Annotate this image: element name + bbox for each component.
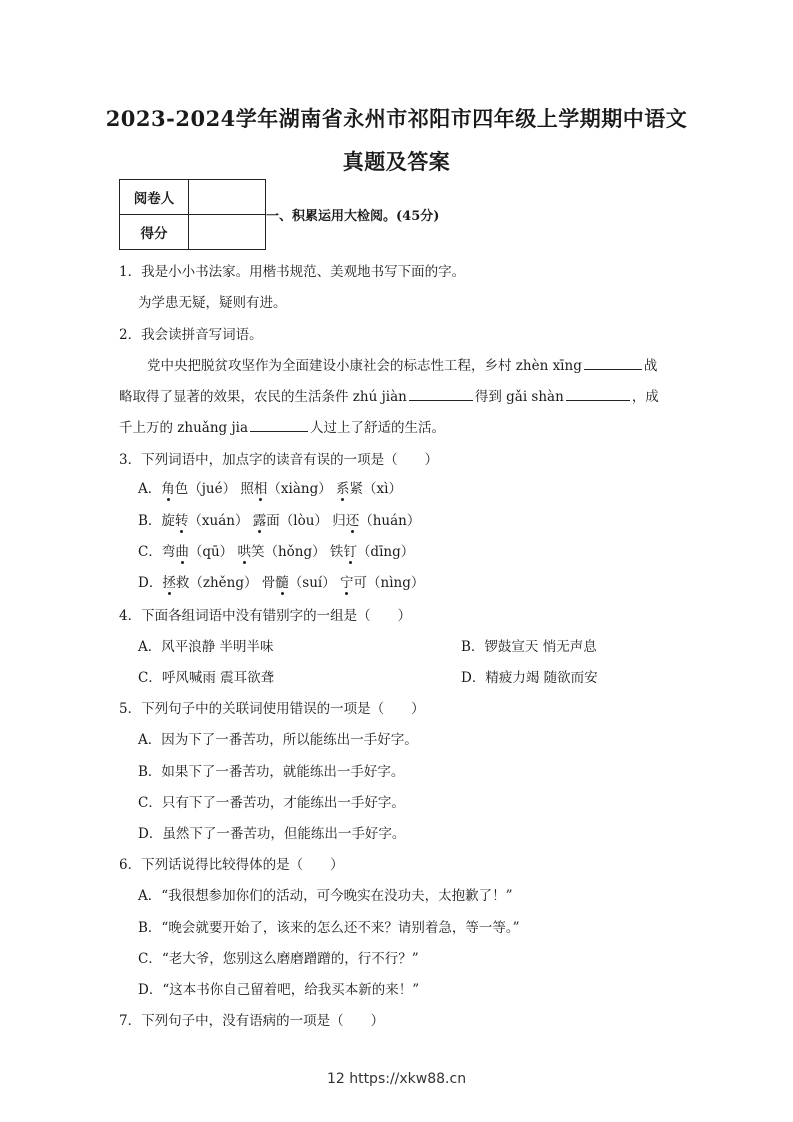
q3b-part: （xuán）	[188, 513, 253, 529]
score-table	[119, 179, 266, 250]
dotted-char: 曲	[175, 544, 189, 560]
question-6-option-b: B．“晚会就要开始了，该来的怎么还不来？请别着急，等一等。”	[138, 920, 520, 936]
answer-blank-2[interactable]	[409, 386, 473, 401]
q3a-part: （xiàng）	[267, 481, 337, 497]
reviewer-label: 阅卷人	[120, 180, 189, 215]
q3b-part: 面（lòu） 归	[266, 513, 346, 529]
q3d-part: 可（nìng）	[353, 575, 425, 591]
question-3-stem: 3．下列词语中，加点字的读音有误的一项是（ ）	[119, 452, 439, 468]
q2-line3-end: 人过上了舒适的生活。	[310, 420, 446, 436]
question-7-stem: 7．下列句子中，没有语病的一项是（ ）	[119, 1013, 385, 1029]
q2-line1-end: 战	[643, 358, 658, 374]
question-2-line-2	[119, 385, 659, 405]
q2-line1-text: 党中央把脱贫攻坚作为全面建设小康社会的标志性工程，乡村 zhèn xīng	[147, 358, 582, 374]
reviewer-cell	[189, 180, 266, 215]
score-cell	[189, 215, 266, 250]
question-3-option-b	[138, 509, 420, 529]
q2-line2-end: ，成	[631, 389, 659, 405]
question-4-option-d: D．精疲力竭 随欲而安	[461, 670, 598, 686]
q3d-part: D．	[138, 575, 163, 591]
score-label: 得分	[120, 215, 189, 250]
question-3-option-d	[138, 571, 424, 591]
answer-blank-3[interactable]	[566, 386, 630, 401]
question-3-option-c	[138, 540, 414, 560]
q3a-part: A．	[138, 481, 162, 497]
document-title-line-2: 真题及答案	[342, 149, 451, 174]
question-4-option-b: B．锣鼓宣天 悄无声息	[461, 639, 597, 655]
dotted-char: 还	[345, 513, 360, 529]
q3d-part: 救（zhěng） 骨	[175, 575, 276, 591]
question-6-option-c: C．“老大爷，您别这么磨磨蹭蹭的，行不行？”	[138, 951, 419, 967]
question-5-stem: 5．下列句子中的关联词使用错误的一项是（ ）	[119, 701, 425, 717]
q2-line2-text: 略取得了显著的效果，农民的生活条件 zhú jiàn	[119, 389, 407, 405]
question-2-line-3	[119, 416, 445, 436]
dotted-char: 系	[336, 481, 350, 497]
dotted-char: 哄	[237, 544, 251, 560]
question-6-stem: 6．下列话说得比较得体的是（ ）	[119, 857, 344, 873]
q3a-part: 紧（xì）	[349, 481, 402, 497]
question-3-option-a	[138, 477, 402, 497]
q3c-part: C．弯	[138, 544, 176, 560]
dotted-char: 宁	[340, 575, 354, 591]
question-5-option-c: C．只有下了一番苦功，才能练出一手好字。	[138, 795, 405, 811]
q3c-part: （dīng）	[356, 544, 415, 560]
question-2-line-1	[147, 354, 657, 374]
page-footer: 12 https://xkw88.cn	[326, 1071, 467, 1087]
dotted-char: 相	[253, 481, 268, 497]
question-6-option-a: A．“我很想参加你们的活动，可今晚实在没功夫，太抱歉了！”	[138, 888, 513, 904]
q2-line2-mid: 得到 gǎi shàn	[474, 389, 564, 405]
dotted-char: 转	[174, 513, 189, 529]
question-4-option-c: C．呼风喊雨 震耳欲聋	[138, 670, 275, 686]
question-4-option-a: A．风平浪静 半明半味	[138, 639, 274, 655]
q3c-part: 笑（hǒng） 铁	[250, 544, 344, 560]
question-5-option-d: D．虽然下了一番苦功，但能练出一手好字。	[138, 826, 406, 842]
question-1-stem: 1．我是小小书法家。用楷书规范、美观地书写下面的字。	[119, 264, 466, 280]
q3d-part: （suí）	[288, 575, 340, 591]
dotted-char: 角	[161, 481, 175, 497]
q3c-part: （qū）	[188, 544, 238, 560]
q3b-part: B．旋	[138, 513, 175, 529]
dotted-char: 拯	[162, 575, 176, 591]
question-2-stem: 2．我会读拼音写词语。	[119, 327, 263, 343]
question-5-option-a: A．因为下了一番苦功，所以能练出一手好字。	[138, 732, 418, 748]
section-heading: 一、积累运用大检阅。(45分)	[266, 209, 440, 224]
dotted-char: 露	[252, 513, 267, 529]
question-4-stem: 4．下面各组词语中没有错别字的一组是（ ）	[119, 608, 412, 624]
q2-line3-text: 千上万的 zhuǎng jia	[119, 420, 249, 436]
q3a-part: 色（jué） 照	[174, 481, 254, 497]
dotted-char: 髓	[275, 575, 289, 591]
dotted-char: 钉	[343, 544, 357, 560]
document-title-line-1: 2023-2024学年湖南省永州市祁阳市四年级上学期期中语文	[105, 106, 688, 131]
answer-blank-4[interactable]	[250, 417, 308, 432]
q3b-part: （huán）	[359, 513, 421, 529]
question-5-option-b: B．如果下了一番苦功，就能练出一手好字。	[138, 764, 405, 780]
question-1-text: 为学患无疑，疑则有进。	[138, 295, 287, 311]
answer-blank-1[interactable]	[584, 355, 642, 370]
question-6-option-d: D．“这本书你自己留着吧，给我买本新的来！”	[138, 982, 420, 998]
